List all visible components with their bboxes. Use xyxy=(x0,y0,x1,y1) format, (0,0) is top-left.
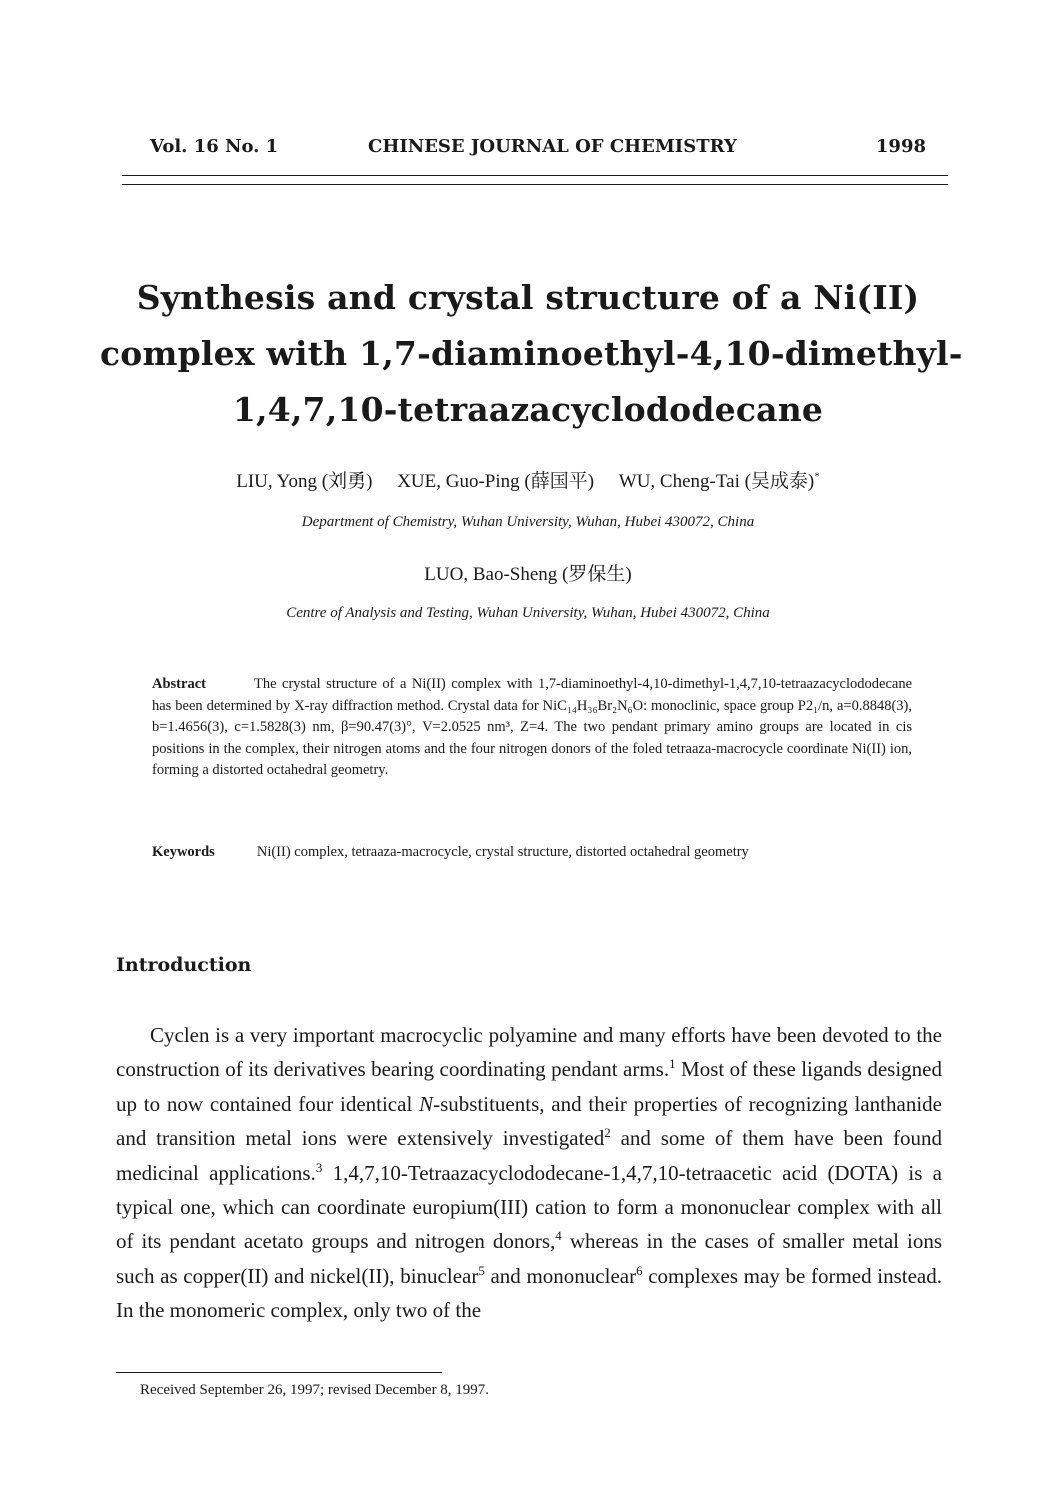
abstract-text: The crystal structure of a Ni(II) complex with 1,7-diaminoethyl-4,10-dimethyl-1,4,7,10-tetraazacyclododecane has been determined by X-ray diffraction method. Crystal data for NiC₁₄H₃₆Br₂N₆O: monoclinic, space group P2₁/n, a=0.8848(3), b=1.4656(3), c=1.5828(3) nm, β=90.47(3)°, V=2.0525 nm³, Z=4. The two pendant primary amino groups are located in cis positions in the complex, their nitrogen atoms and the four nitrogen donors of the foled tetraaza-macrocycle coordinate Ni(II) ion, forming a distorted octahedral geometry. xyxy=(152,676,912,778)
publication-year: 1998 xyxy=(875,136,926,157)
abstract-label: Abstract xyxy=(152,676,206,692)
received-date-footnote: Received September 26, 1997; revised December 8, 1997. xyxy=(140,1382,490,1398)
reference-mark: 2 xyxy=(604,1125,611,1141)
paragraph: Cyclen is a very important macrocyclic polyamine and many efforts have been devoted to the construction of its derivatives bearing coordinating pendant arms.$^1$ Most of these ligands designed up to now contained four identical N-substituents, and their properties of recognizing lanthanide and transition metal ions were extensively investigated$^2$ and some of them have been found medicinal applications.$^3$ 1,4,7,10-Tetraazacyclododecane-1,4,7,10-tetraacetic acid (DOTA) is a typical one, which can coordinate europium(III) cation to form a mononuclear complex with all of its pendant acetato groups and nitrogen donors,$^4$ whereas in the cases of smaller metal ions such as copper(II) and nickel(II), binuclear$^5$ and mononuclear$^6$ complexes may be formed instead. In the monomeric complex, only two of the xyxy=(116,1023,943,1323)
affiliation-chemistry: Department of Chemistry, Wuhan University, Wuhan, Hubei 430072, China xyxy=(301,514,755,530)
title-line-3: 1,4,7,10-tetraazacyclododecane xyxy=(232,390,824,429)
header-rule-top xyxy=(122,175,948,176)
section-heading-introduction: Introduction xyxy=(116,954,252,976)
title-line-1: Synthesis and crystal structure of a Ni(II) xyxy=(136,278,920,317)
paper-title xyxy=(100,270,963,438)
author-luo: LUO, Bao-Sheng (罗保生) xyxy=(424,564,632,585)
introduction-body xyxy=(116,1018,942,1328)
title-line-2: complex with 1,7-diaminoethyl-4,10-dimethyl- xyxy=(100,334,963,373)
abstract xyxy=(152,674,912,782)
reference-mark: 4 xyxy=(555,1228,562,1244)
keywords-text: Ni(II) complex, tetraaza-macrocycle, crystal structure, distorted octahedral geometry xyxy=(256,844,749,860)
reference-mark: 6 xyxy=(636,1262,643,1278)
header-rule-bottom xyxy=(122,184,948,185)
keywords xyxy=(152,840,912,864)
keywords-label: Keywords xyxy=(152,844,215,860)
footnote-rule xyxy=(116,1372,442,1373)
author-liu: LIU, Yong (刘勇) xyxy=(236,471,373,492)
reference-mark: 3 xyxy=(315,1159,323,1175)
author-list xyxy=(100,466,956,493)
author-xue: XUE, Guo-Ping (薛国平) xyxy=(397,471,595,492)
corresponding-mark: * xyxy=(814,470,820,483)
reference-mark: 5 xyxy=(478,1262,485,1278)
volume-info: Vol. 16 No. 1 xyxy=(150,136,279,157)
reference-mark: 1 xyxy=(669,1056,676,1072)
affiliation-analysis: Centre of Analysis and Testing, Wuhan University, Wuhan, Hubei 430072, China xyxy=(286,605,770,621)
author-wu: WU, Cheng-Tai (吴成泰)* xyxy=(618,470,820,492)
journal-name: CHINESE JOURNAL OF CHEMISTRY xyxy=(368,136,737,157)
